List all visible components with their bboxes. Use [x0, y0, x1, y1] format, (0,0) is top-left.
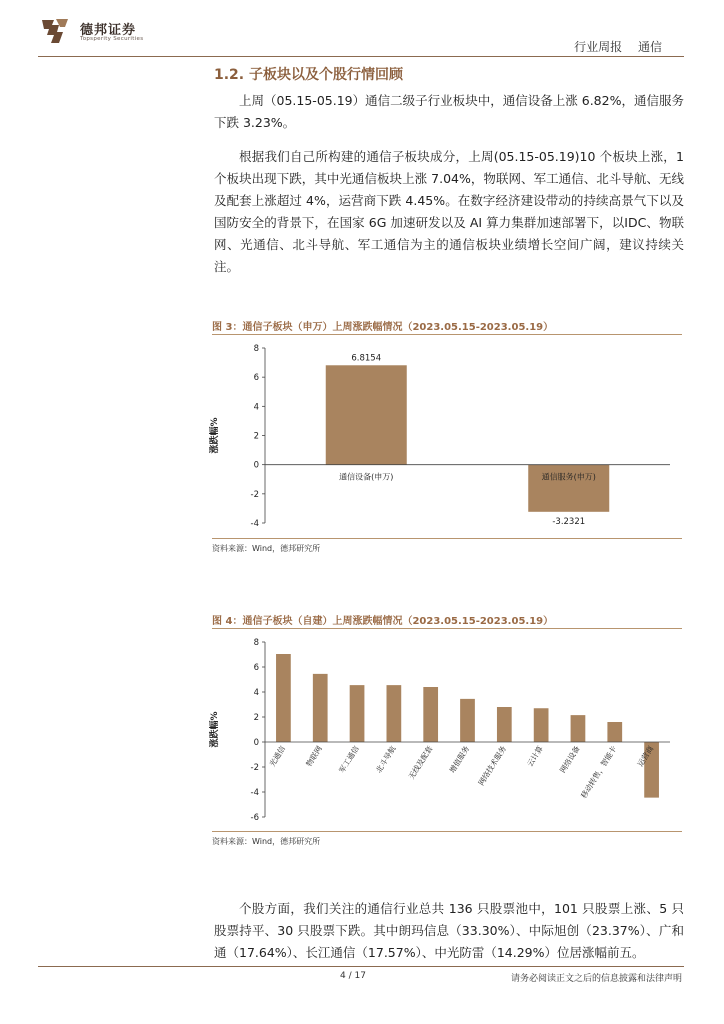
figure4-source: 资料来源：Wind，德邦研究所: [212, 837, 321, 846]
bar: [460, 699, 475, 742]
category-label: 云计算: [525, 744, 545, 769]
report-industry: 通信: [637, 40, 662, 54]
bar: [326, 365, 407, 464]
figure3-source: 资料来源：Wind，德邦研究所: [212, 544, 321, 553]
bar: [313, 674, 328, 742]
figure3-chart: [205, 336, 683, 538]
y-tick-label: 6: [253, 373, 259, 384]
y-tick-label: -4: [250, 519, 259, 529]
y-tick-label: 0: [253, 738, 259, 748]
data-label: -3.2321: [552, 516, 586, 527]
category-label: 网络技术服务: [476, 744, 509, 788]
y-tick-label: 8: [253, 344, 259, 354]
category-label: 运营商: [635, 744, 656, 769]
y-tick-label: 2: [253, 713, 259, 723]
y-axis-label: 涨跌幅%: [210, 711, 220, 748]
y-tick-label: 2: [253, 431, 259, 442]
bar: [607, 722, 622, 742]
bar: [534, 708, 549, 742]
category-label: 无线及配套: [406, 744, 435, 781]
figure4-bottom-rule: [212, 831, 682, 832]
bar: [423, 687, 438, 742]
header-divider: [38, 56, 684, 57]
figure4-title: 图 4：通信子板块（自建）上周涨跌幅情况（2023.05.15-2023.05.19）: [212, 616, 554, 627]
paragraph-2: 根据我们自己所构建的通信子板块成分，上周(05.15-05.19)10 个板块上涨，1 个板块出现下跌，其中光通信板块上涨 7.04%，物联网、军工通信、北斗导航、无线及配套上涨超过 4%，运营商下跌 4.45%。在数字经济建设带动的持续高景气下以及国防安全的背景下，在国家 6G 加速研发以及 AI 算力集群加速部署下，以IDC、物联网、光通信、北斗导航、军工通信为主的通信板块业绩增长空间广阔，建议持续关注。: [214, 149, 684, 274]
y-tick-label: 4: [253, 402, 259, 413]
category-label: 通信服务(申万): [541, 472, 596, 482]
paragraph-3: 个股方面，我们关注的通信行业总共 136 只股票池中，101 只股票上涨、5 只股票持平、30 只股票下跌。其中朗玛信息（33.30%）、中际旭创（23.37%）、广和通（17.64%）、长江通信（17.57%）、中光防雷（14.29%）位居涨幅前五。: [214, 901, 684, 960]
y-tick-label: 4: [253, 688, 259, 698]
bar: [497, 707, 512, 742]
page-number: 4 / 17: [340, 971, 366, 981]
figure3-title: 图 3：通信子板块（申万）上周涨跌幅情况（2023.05.15-2023.05.19）: [212, 322, 554, 333]
y-tick-label: 0: [253, 460, 259, 471]
company-logo-name: 德邦证券: [80, 23, 137, 38]
bar: [276, 654, 291, 742]
figure4-chart: [205, 630, 683, 830]
header-report-info: [562, 38, 662, 55]
footer-disclaimer: 请务必阅读正文之后的信息披露和法律声明: [510, 974, 682, 984]
bar: [571, 715, 586, 742]
footer-divider: [38, 966, 684, 967]
y-tick-label: -2: [250, 763, 259, 773]
category-label: 网络设备: [558, 744, 582, 775]
company-logo-english: Topsperity Securities: [80, 36, 144, 42]
category-label: 光通信: [267, 744, 288, 769]
category-label: 物联网: [304, 744, 324, 769]
category-label: 通信设备(申万): [339, 472, 394, 482]
paragraph-1: 上周（05.15-05.19）通信二级子行业板块中，通信设备上涨 6.82%，通信服务下跌 3.23%。: [214, 93, 684, 130]
category-label: 军工通信: [337, 744, 361, 775]
figure4-top-rule: [212, 628, 682, 629]
category-label: 北斗导航: [374, 744, 398, 775]
y-tick-label: 8: [253, 638, 259, 648]
company-logo-icon: [40, 16, 70, 46]
figure3-top-rule: [212, 334, 682, 335]
section-title: 1.2. 子板块以及个股行情回顾: [214, 67, 403, 83]
figure3-bottom-rule: [212, 538, 682, 539]
y-tick-label: -4: [250, 788, 259, 798]
category-label: 增值服务: [447, 744, 472, 775]
y-axis-label: 涨跌幅%: [210, 417, 220, 454]
data-label: 6.8154: [351, 353, 382, 364]
y-tick-label: -6: [250, 813, 259, 823]
bar: [350, 685, 365, 742]
category-label: 移动转售，智能卡: [579, 744, 619, 800]
y-tick-label: -2: [250, 489, 259, 500]
y-tick-label: 6: [253, 663, 259, 673]
bar: [387, 685, 402, 742]
report-category: 行业周报: [574, 40, 623, 54]
